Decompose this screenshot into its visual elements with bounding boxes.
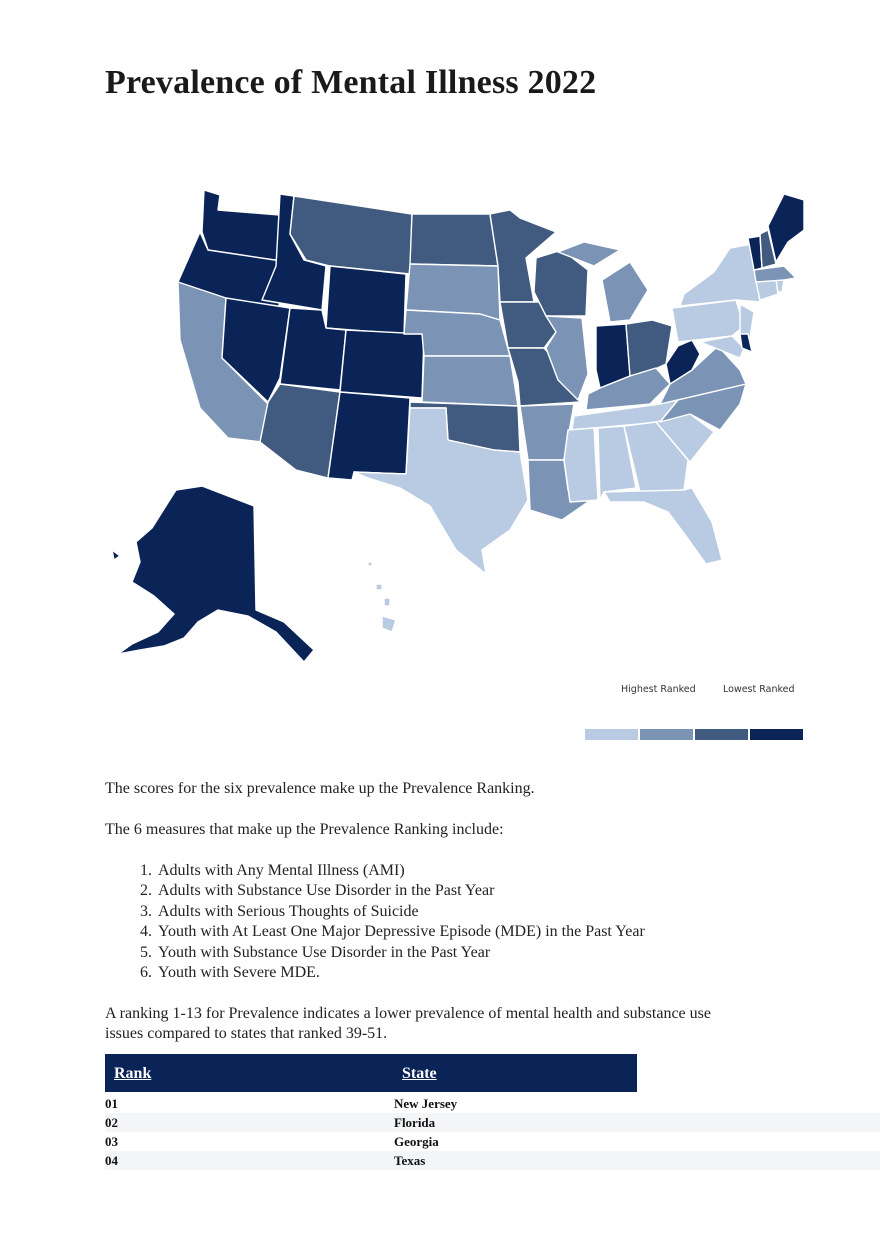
table-row: [105, 1151, 880, 1170]
legend-swatch-3: [695, 729, 748, 740]
state-column-header[interactable]: State: [402, 1065, 437, 1082]
list-item: [105, 922, 645, 942]
state-north-dakota[interactable]: [410, 214, 498, 266]
list-item-text: Adults with Serious Thoughts of Suicide: [158, 902, 419, 920]
hawaii-island-b: [376, 584, 382, 590]
state-arizona[interactable]: [260, 384, 340, 478]
list-item-text: Youth with At Least One Major Depressive Episode (MDE) in the Past Year: [158, 923, 645, 941]
list-item: [105, 963, 645, 983]
list-item-number: 3.: [140, 902, 152, 920]
list-item-number: 1.: [140, 862, 152, 879]
state-cell: Florida: [394, 1115, 436, 1130]
hawaii-island-c: [384, 598, 390, 606]
state-cell: Georgia: [394, 1134, 439, 1149]
state-new-york[interactable]: [680, 244, 760, 306]
state-new-jersey[interactable]: [740, 304, 754, 338]
state-cell: New Jersey: [394, 1096, 458, 1111]
table-row: [105, 1094, 880, 1113]
list-item-text: Youth with Severe MDE.: [158, 964, 320, 982]
rank-cell: 03: [105, 1134, 118, 1149]
measures-intro: The 6 measures that make up the Prevalence Ranking include:: [105, 821, 504, 838]
rank-column-header[interactable]: Rank: [114, 1065, 152, 1082]
us-choropleth-map: [100, 170, 820, 670]
list-item: [105, 861, 645, 881]
list-item: [105, 881, 645, 901]
list-item-number: 4.: [140, 923, 152, 941]
state-florida[interactable]: [604, 488, 722, 564]
measures-list: [105, 861, 645, 983]
state-new-mexico[interactable]: [328, 392, 410, 480]
rank-cell: 04: [105, 1153, 118, 1168]
legend-label-lowest: Lowest Ranked: [723, 684, 795, 695]
ranking-table-header: [105, 1054, 637, 1092]
table-row: [105, 1113, 880, 1132]
state-ohio[interactable]: [626, 320, 672, 376]
state-mississippi[interactable]: [564, 428, 598, 502]
list-item-number: 6.: [140, 964, 152, 982]
intro-paragraph: The scores for the six prevalence make up the Prevalence Ranking.: [105, 780, 535, 797]
legend-label-highest: Highest Ranked: [621, 684, 696, 695]
rank-cell: 02: [105, 1115, 118, 1130]
list-item-text: Adults with Any Mental Illness (AMI): [158, 862, 405, 879]
list-item-text: Adults with Substance Use Disorder in the Past Year: [158, 882, 495, 900]
rank-cell: 01: [105, 1096, 118, 1111]
state-maine[interactable]: [768, 194, 804, 262]
state-cell: Texas: [394, 1153, 426, 1168]
table-row: [105, 1132, 880, 1151]
page-title: Prevalence of Mental Illness 2022: [105, 64, 597, 101]
list-item: [105, 902, 645, 922]
list-item-number: 2.: [140, 882, 152, 900]
state-wyoming[interactable]: [326, 266, 406, 334]
us-map-svg: [100, 170, 820, 670]
state-alaska[interactable]: [118, 486, 314, 662]
legend-swatch-1: [585, 729, 638, 740]
ranking-note-line2: issues compared to states that ranked 39-51.: [105, 1025, 388, 1042]
ranking-note-line1: A ranking 1-13 for Prevalence indicates a lower prevalence of mental health and substance use: [105, 1005, 711, 1022]
legend-color-scale: [585, 729, 803, 740]
state-rhode-island[interactable]: [776, 280, 784, 292]
list-item-number: 5.: [140, 943, 152, 961]
state-colorado[interactable]: [340, 330, 424, 398]
hawaii-island-a: [368, 562, 372, 566]
list-item: [105, 943, 645, 963]
alaska-island-a: [112, 550, 120, 560]
legend-swatch-2: [640, 729, 693, 740]
legend-swatch-4: [750, 729, 803, 740]
state-kansas[interactable]: [422, 356, 518, 406]
state-hawaii[interactable]: [382, 616, 396, 632]
list-item-text: Youth with Substance Use Disorder in the Past Year: [158, 943, 491, 961]
